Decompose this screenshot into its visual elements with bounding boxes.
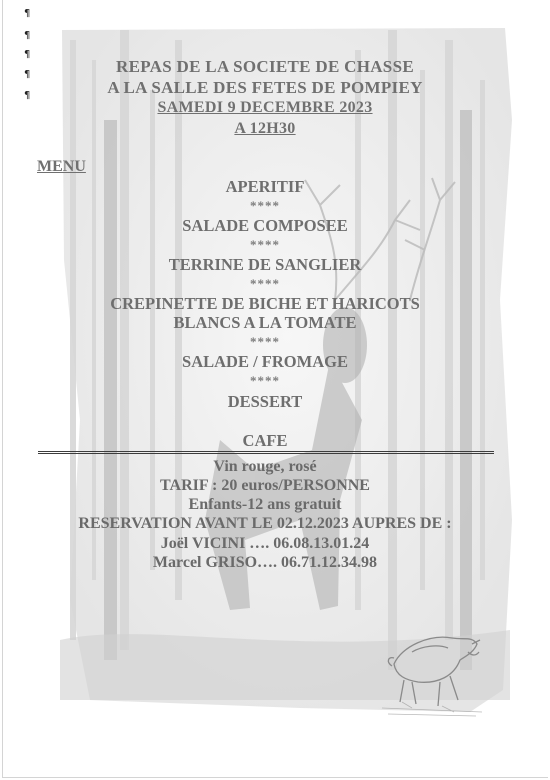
event-time: A 12H30 [234, 120, 296, 137]
menu-item-cafe: CAFE [242, 431, 288, 450]
price-info: TARIF : 20 euros/PERSONNE [160, 477, 370, 494]
event-date: SAMEDI 9 DECEMBRE 2023 [157, 99, 373, 116]
menu-separator: **** [250, 276, 280, 291]
menu-item-dessert: DESSERT [227, 392, 303, 411]
event-title-line2: A LA SALLE DES FETES DE POMPIEY [107, 78, 423, 97]
reservation-info: RESERVATION AVANT LE 02.12.2023 AUPRES DE : [78, 515, 452, 532]
menu-item-terrine: TERRINE DE SANGLIER [168, 255, 362, 274]
wild-boar-sketch [382, 622, 482, 718]
menu-separator: **** [250, 373, 280, 388]
menu-separator: **** [250, 334, 280, 349]
paragraph-mark: ¶ [24, 69, 31, 80]
menu-item-salade-fromage: SALADE / FROMAGE [182, 352, 348, 371]
contact-vicini: Joël VICINI …. 06.08.13.01.24 [160, 535, 370, 552]
children-info: Enfants-12 ans gratuit [188, 496, 342, 513]
menu-item-aperitif: APERITIF [225, 177, 305, 196]
paragraph-mark: ¶ [24, 30, 31, 41]
menu-item-salade-composee: SALADE COMPOSEE [182, 216, 348, 235]
menu-item-crepinette: CREPINETTE DE BICHE ET HARICOTS [110, 294, 420, 313]
paragraph-mark: ¶ [24, 49, 31, 60]
contact-griso: Marcel GRISO…. 06.71.12.34.98 [152, 554, 378, 571]
menu-label: MENU [37, 158, 86, 175]
paragraph-mark: ¶ [24, 90, 31, 101]
divider-rule [38, 451, 494, 454]
menu-item-crepinette-continued: BLANCS A LA TOMATE [173, 313, 357, 332]
wine-info: Vin rouge, rosé [213, 458, 317, 475]
menu-separator: **** [250, 237, 280, 252]
event-title-line1: REPAS DE LA SOCIETE DE CHASSE [116, 57, 414, 76]
paragraph-mark: ¶ [24, 8, 31, 19]
menu-separator: **** [250, 198, 280, 213]
